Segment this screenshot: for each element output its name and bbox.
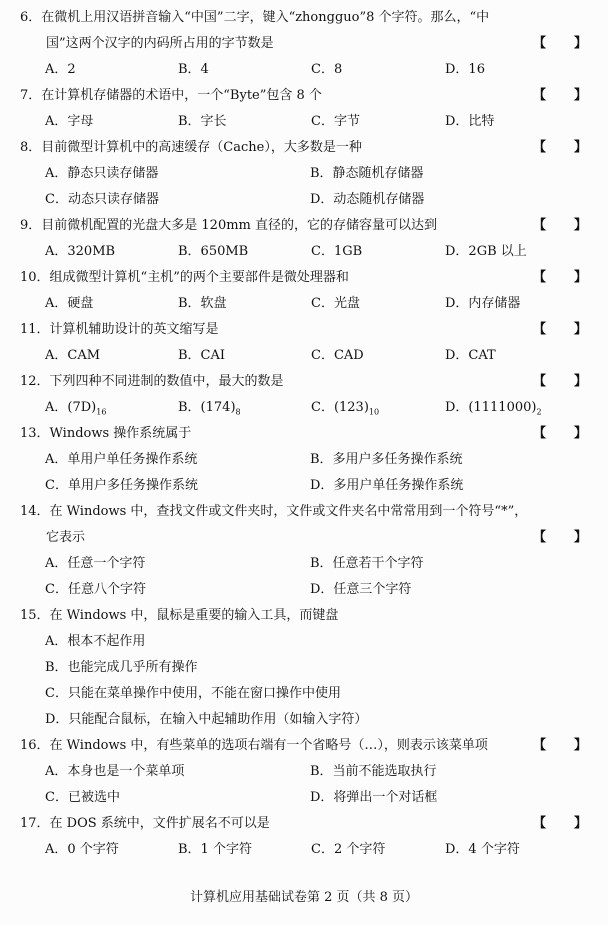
option-text: B．也能完成几乎所有操作 bbox=[45, 660, 198, 675]
option-text: D．(1111000) bbox=[445, 400, 537, 415]
options-row bbox=[0, 239, 608, 265]
option-text: A．CAM bbox=[45, 348, 101, 363]
question-stem-line bbox=[0, 369, 608, 395]
answer-option bbox=[45, 473, 198, 499]
answer-bracket-close: 】 bbox=[574, 426, 588, 441]
answer-bracket-open: 【 bbox=[533, 218, 547, 233]
option-text: D．多用户单任务操作系统 bbox=[310, 478, 464, 493]
option-text: A．本身也是一个菜单项 bbox=[45, 764, 185, 779]
answer-option bbox=[310, 473, 463, 499]
options-row bbox=[0, 343, 608, 369]
answer-option bbox=[311, 57, 342, 83]
answer-option bbox=[311, 837, 385, 863]
answer-bracket-close: 】 bbox=[574, 140, 588, 155]
answer-bracket-close: 】 bbox=[574, 816, 588, 831]
option-text: A．2 bbox=[45, 62, 76, 77]
answer-option bbox=[311, 239, 362, 265]
answer-option bbox=[178, 343, 225, 369]
answer-option bbox=[178, 109, 227, 135]
options-row bbox=[0, 707, 608, 733]
answer-option bbox=[45, 655, 198, 681]
answer-bracket-open: 【 bbox=[533, 140, 547, 155]
answer-option bbox=[310, 447, 463, 473]
answer-bracket-open: 【 bbox=[533, 426, 547, 441]
answer-bracket-close: 】 bbox=[574, 88, 588, 103]
answer-option bbox=[45, 837, 119, 863]
option-text: C．字节 bbox=[311, 114, 360, 129]
option-text: D．只能配合鼠标，在输入中起辅助作用（如输入字符） bbox=[45, 712, 368, 727]
options-row bbox=[0, 655, 608, 681]
answer-bracket-close: 】 bbox=[574, 738, 588, 753]
option-text: C．只能在菜单操作中使用，不能在窗口操作中使用 bbox=[45, 686, 341, 701]
question-text: 10．组成微型计算机“主机”的两个主要部件是微处理器和 bbox=[20, 270, 349, 285]
answer-option bbox=[45, 291, 93, 317]
answer-option bbox=[45, 759, 184, 785]
answer-option bbox=[178, 837, 252, 863]
options-row bbox=[0, 681, 608, 707]
answer-option bbox=[45, 187, 159, 213]
question-stem-line bbox=[0, 733, 608, 759]
question-stem-line bbox=[0, 525, 608, 551]
question-text: 国”这两个汉字的内码所占用的字节数是 bbox=[46, 36, 274, 51]
options-row bbox=[0, 473, 608, 499]
option-text: B．4 bbox=[178, 62, 209, 77]
option-text: B．静态随机存储器 bbox=[310, 166, 424, 181]
answer-option bbox=[311, 343, 364, 369]
answer-bracket-open: 【 bbox=[533, 36, 547, 51]
answer-option bbox=[178, 239, 248, 265]
answer-option bbox=[310, 759, 437, 785]
answer-bracket-close: 】 bbox=[574, 322, 588, 337]
question-stem-line bbox=[0, 317, 608, 343]
question-stem-line bbox=[0, 603, 608, 629]
options-row bbox=[0, 447, 608, 473]
answer-option bbox=[445, 343, 496, 369]
answer-bracket-close: 】 bbox=[574, 374, 588, 389]
option-text: C．1GB bbox=[311, 244, 363, 259]
answer-option bbox=[445, 239, 527, 265]
question-text: 12．下列四种不同进制的数值中，最大的数是 bbox=[20, 374, 284, 389]
answer-bracket-close: 】 bbox=[574, 270, 588, 285]
question-stem-line bbox=[0, 499, 608, 525]
option-text: D．4 个字符 bbox=[445, 842, 520, 857]
question-text: 13．Windows 操作系统属于 bbox=[20, 426, 192, 441]
option-text: C．CAD bbox=[311, 348, 364, 363]
answer-option bbox=[445, 57, 485, 83]
answer-option bbox=[310, 577, 411, 603]
answer-bracket-close: 】 bbox=[574, 218, 588, 233]
options-row bbox=[0, 109, 608, 135]
option-text: D．16 bbox=[445, 62, 485, 77]
answer-option bbox=[45, 577, 146, 603]
option-text: A．静态只读存储器 bbox=[45, 166, 159, 181]
option-text: B．字长 bbox=[178, 114, 227, 129]
option-text: B．多用户多任务操作系统 bbox=[310, 452, 463, 467]
option-text: C．2 个字符 bbox=[311, 842, 386, 857]
answer-bracket-open: 【 bbox=[533, 88, 547, 103]
answer-option bbox=[310, 187, 424, 213]
question-text: 17．在 DOS 系统中，文件扩展名不可以是 bbox=[20, 816, 270, 831]
option-text: A．硬盘 bbox=[45, 296, 94, 311]
answer-option bbox=[45, 161, 158, 187]
option-text: B．任意若干个字符 bbox=[310, 556, 424, 571]
option-text: B．(174) bbox=[178, 400, 236, 415]
question-stem-line bbox=[0, 421, 608, 447]
answer-option bbox=[178, 57, 209, 83]
options-row bbox=[0, 629, 608, 655]
answer-option bbox=[45, 57, 76, 83]
question-stem-line bbox=[0, 811, 608, 837]
option-subscript: 8 bbox=[235, 407, 241, 417]
question-text: 9．目前微机配置的光盘大多是 120mm 直径的，它的存储容量可以达到 bbox=[20, 218, 438, 233]
option-subscript: 2 bbox=[536, 407, 542, 417]
answer-option bbox=[45, 109, 93, 135]
option-text: B．CAI bbox=[178, 348, 226, 363]
question-stem-line bbox=[0, 5, 608, 31]
options-row bbox=[0, 551, 608, 577]
option-text: D．内存储器 bbox=[445, 296, 521, 311]
answer-bracket-open: 【 bbox=[533, 270, 547, 285]
answer-option bbox=[45, 681, 341, 707]
option-text: D．任意三个字符 bbox=[310, 582, 412, 597]
answer-option bbox=[45, 629, 145, 655]
option-text: B．1 个字符 bbox=[178, 842, 252, 857]
answer-option bbox=[45, 785, 120, 811]
question-text: 14．在 Windows 中，查找文件或文件夹时，文件或文件夹名中常常用到一个符号“*”， bbox=[20, 504, 528, 519]
question-text: 16．在 Windows 中，有些菜单的选项右端有一个省略号（…），则表示该菜单项 bbox=[20, 738, 488, 753]
answer-bracket-close: 】 bbox=[574, 530, 588, 545]
question-stem-line bbox=[0, 83, 608, 109]
option-text: C．动态只读存储器 bbox=[45, 192, 159, 207]
option-text: A．0 个字符 bbox=[45, 842, 119, 857]
option-text: A．根本不起作用 bbox=[45, 634, 146, 649]
question-stem-line bbox=[0, 135, 608, 161]
option-text: D．动态随机存储器 bbox=[310, 192, 425, 207]
option-text: A．字母 bbox=[45, 114, 94, 129]
option-text: C．光盘 bbox=[311, 296, 360, 311]
answer-option bbox=[310, 551, 424, 577]
question-text: 它表示 bbox=[46, 530, 86, 545]
option-text: C．已被选中 bbox=[45, 790, 120, 805]
options-row bbox=[0, 291, 608, 317]
answer-bracket-open: 【 bbox=[533, 738, 547, 753]
question-stem-line bbox=[0, 31, 608, 57]
option-text: C．8 bbox=[311, 62, 343, 77]
answer-option bbox=[45, 707, 367, 733]
answer-option bbox=[445, 837, 520, 863]
options-row bbox=[0, 57, 608, 83]
answer-option bbox=[45, 551, 145, 577]
question-text: 8．目前微型计算机中的高速缓存（Cache），大多数是一种 bbox=[20, 140, 362, 155]
answer-bracket-open: 【 bbox=[533, 374, 547, 389]
answer-bracket-open: 【 bbox=[533, 816, 547, 831]
option-text: A．单用户单任务操作系统 bbox=[45, 452, 198, 467]
answer-option bbox=[311, 291, 360, 317]
options-row bbox=[0, 161, 608, 187]
answer-bracket-open: 【 bbox=[533, 530, 547, 545]
question-stem-line bbox=[0, 213, 608, 239]
answer-option bbox=[445, 109, 494, 135]
answer-option bbox=[445, 291, 520, 317]
answer-option bbox=[45, 239, 115, 265]
option-text: B．当前不能选取执行 bbox=[310, 764, 437, 779]
option-text: C．(123) bbox=[311, 400, 369, 415]
option-text: C．单用户多任务操作系统 bbox=[45, 478, 198, 493]
question-text: 15．在 Windows 中，鼠标是重要的输入工具，而键盘 bbox=[20, 608, 339, 623]
options-row bbox=[0, 785, 608, 811]
page-footer: 计算机应用基础试卷第 2 页（共 8 页） bbox=[189, 890, 419, 905]
question-stem-line bbox=[0, 265, 608, 291]
answer-option bbox=[310, 785, 437, 811]
answer-option bbox=[310, 161, 424, 187]
answer-option bbox=[311, 109, 360, 135]
option-subscript: 16 bbox=[96, 407, 107, 417]
option-text: D．2GB 以上 bbox=[445, 244, 527, 259]
answer-bracket-open: 【 bbox=[533, 322, 547, 337]
answer-option bbox=[45, 343, 100, 369]
question-text: 7．在计算机存储器的术语中，一个“Byte”包含 8 个 bbox=[20, 88, 322, 103]
option-text: A．任意一个字符 bbox=[45, 556, 146, 571]
options-row bbox=[0, 837, 608, 863]
answer-bracket-close: 】 bbox=[574, 36, 588, 51]
option-text: B．650MB bbox=[178, 244, 249, 259]
options-row bbox=[0, 577, 608, 603]
option-text: A．320MB bbox=[45, 244, 116, 259]
option-subscript: 10 bbox=[368, 407, 380, 417]
option-text: A．(7D) bbox=[45, 400, 97, 415]
options-row bbox=[0, 395, 608, 421]
option-text: D．比特 bbox=[445, 114, 495, 129]
option-text: D．CAT bbox=[445, 348, 496, 363]
options-row bbox=[0, 187, 608, 213]
answer-option bbox=[178, 291, 227, 317]
question-text: 11．计算机辅助设计的英文缩写是 bbox=[20, 322, 219, 337]
question-text: 6．在微机上用汉语拼音输入“中国”二字，键入“zhongguo”8 个字符。那么，“中 bbox=[20, 10, 490, 25]
option-text: C．任意八个字符 bbox=[45, 582, 146, 597]
option-text: D．将弹出一个对话框 bbox=[310, 790, 438, 805]
option-text: B．软盘 bbox=[178, 296, 227, 311]
answer-option bbox=[45, 447, 197, 473]
options-row bbox=[0, 759, 608, 785]
